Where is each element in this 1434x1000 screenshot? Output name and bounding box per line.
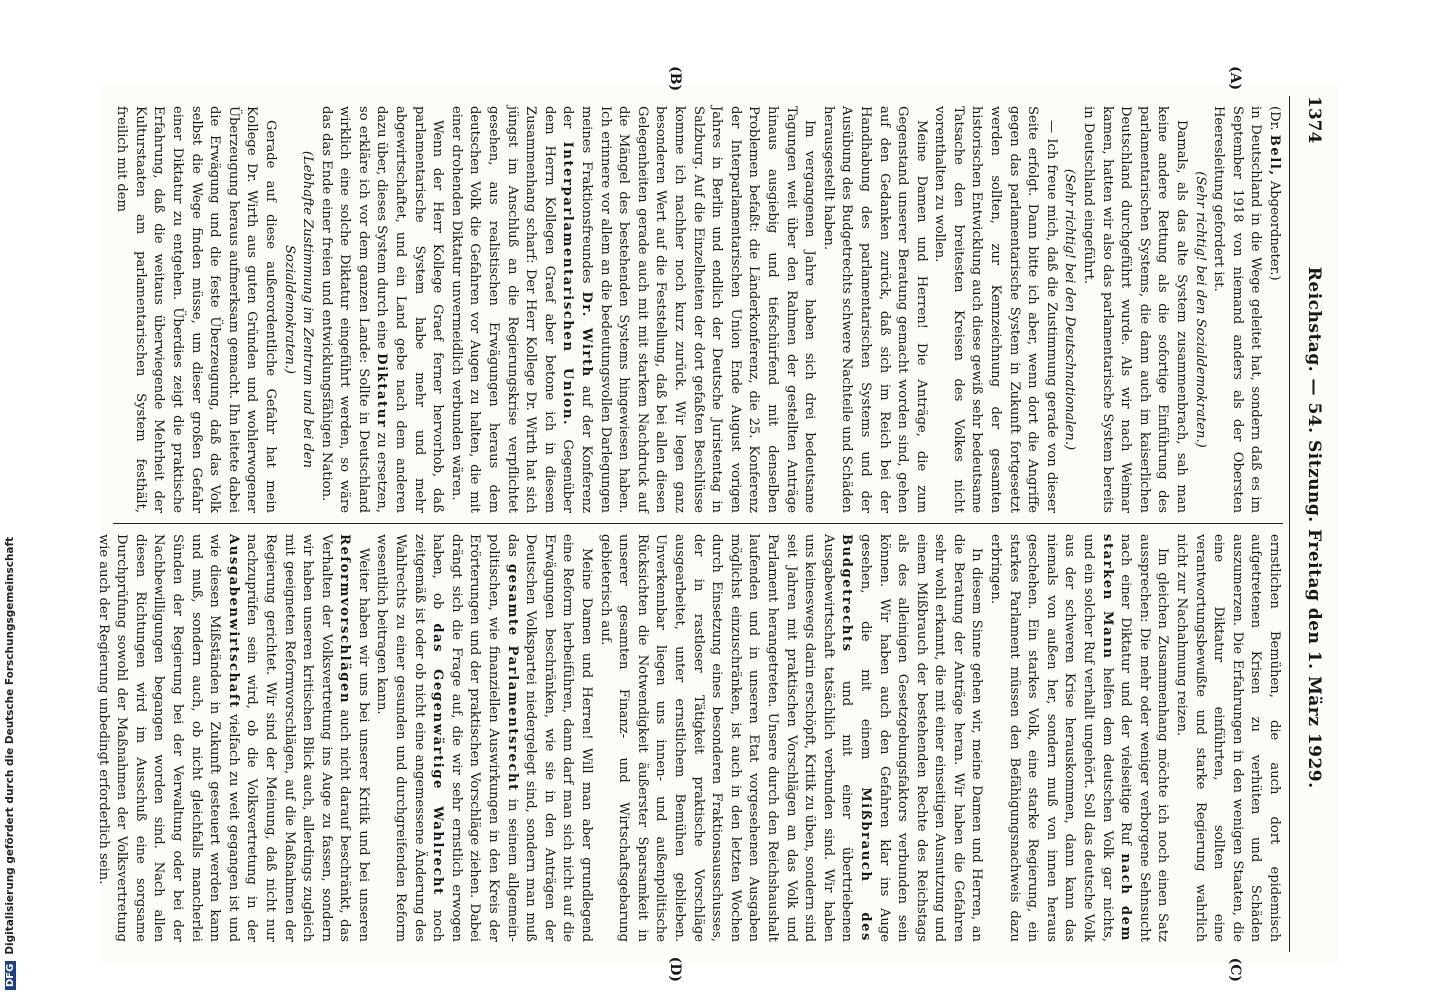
paragraph: Wenn der Herr Kollege Graef ferner hervorhob, daß parlamentarische System habe mehr und mehr abgewirtschaftet, und ein Land gebe nach dem anderen dazu über, dieses System durch eine Diktatur zu ersetzen, so erkläre ich vor dem ganzen Lande: Sollte in Deutschland wirklich eine solche Diktatur eingeführt werden, so wäre das das Ende einer freien und entwicklungsfähigen Nation. — [318, 106, 446, 514]
dfg-logo: DFG — [5, 961, 16, 990]
paragraph: Meine Damen und Herren! Will man aber grundlegend eine Reform herbeiführen, dann darf man sich nicht auf die Erwägungen beschränken, wie sie in den Anträgen der Deutschen Volkspartei niedergelegt sind, sondern man muß das gesamte Parlamentsrecht in seinem allgemein-politischen, wie finanziellen Auswirkungen in den Kreis der Erörterungen und der praktischen Vorschläge ziehen. Dabei drängt sich die Frage auf, die wir sehr ernstlich erwogen haben, ob das Gegenwärtige Wahlrecht noch zeitgemäß ist oder ob nicht eine angemessene Änderung des Wahlrechts zu einer gesunden und durchgreifenden Reform wesentlich beitragen kann. — [374, 534, 595, 942]
paragraph: In diesem Sinne gehen wir, meine Damen und Herren, an die Beratung der Anträge heran. Wir haben die Gefahren sehr wohl erkannt, die mit einer einseitigen Ausnutzung und einem Mißbrauch der bestehenden Rechte des Reichstags als des alleinigen Gesetzgebungsfaktors verbunden sein können. Wir haben auch den Gefahren klar ins Auge gesehen, die mit einem Mißbrauch des Budgetrechts und mit einer übertriebenen Ausgabewirtschaft tatsächlich verbunden sind. Wir haben uns keineswegs darin erschöpft, Kritik zu üben, sondern sind seit Jahren mit praktischen Vorschlägen an das Volk und Parlament herangetreten. Unsere durch den Reichshaushalt laufenden und in unseren Etat vorgesehenen Ausgaben möglichst einzuschränken, ist auch in den letzten Wochen durch Einsetzung eines besonderen Fraktionsausschusses, der in rastloser Tätigkeit praktische Vorschläge ausgearbeitet, unter ernstlichem Bemühen geblieben. Unverkennbar liegen uns innen- und außenpolitische Rücksichten die Notwendigkeit äußerster Sparsamkeit in unserer gesamten Finanz- und Wirtschaftsgebarung gebieterisch auf. — [597, 534, 985, 942]
speaker-line: (Dr. Bell, Abgeordneter.) — [1267, 106, 1282, 281]
page-title: Reichstag. — 54. Sitzung. Freitag den 1. März 1929. — [1304, 266, 1324, 789]
text-columns — [95, 66, 1283, 982]
left-column — [113, 96, 1283, 524]
paragraph: Damals, als das alte System zusammenbrach, sah man keine andere Rettung als die sofortige Einführung des parlamentarischen Systems, die dann auch im kaiserlichen Deutschland durchgeführt wurde. Als wir nach Weimar kamen, hatten wir also das parlamentarische System bereits in Deutschland eingeführt. — [1081, 106, 1190, 513]
interjection: (Lebhafte Zustimmung im Zentrum und bei den Sozialdemokraten.) — [281, 150, 316, 469]
credit-text: Digitalisierung gefördert durch die Deutsche Forschungsgemeinschaft — [4, 536, 16, 955]
paragraph: ernstlichen Bemühen, die auch dort epidemisch aufgetretenen Krisen zu verhüten und Schäden auszumerzen. Die Erfahrungen in den wenigen Staaten, die eine Diktatur einführten, sollten eine verantwortungsbewußte und starke Regierung wahrlich nicht zur Nachahmung reizen. — [1174, 534, 1282, 942]
digitization-credit — [0, 0, 20, 1000]
paragraph: Im vergangenen Jahre haben sich drei bedeutsame Tagungen weit über den Rahmen der gestellten Anträge hinaus ausgiebig und tiefschürfend mit denselben Problemen befaßt: die Länderkonferenz, die 25. Konferenz der Interparlamentarischen Union Ende August vorigen Jahres in Berlin und endlich der Deutsche Juristentag in Salzburg. Auf die Einzelheiten der dort gefaßten Beschlüsse komme ich nachher noch kurz zurück. Wir legen ganz besonderen Wert auf die Feststellung, daß bei allen diesen Gelegenheiten gerade auch mit mit starkem Nachdruck auf die Mängel des bestehenden Systems hingewiesen haben. Ich erinnere vor allem an die bedeutungsvollen Darlegungen meines Fraktionsfreundes Dr. Wirth auf der Konferenz der Interparlamentarischen Union. Gegenüber dem Herrn Kollegen Graef aber betone ich in diesem Zusammenhang scharf: Der Herr Kollege Dr. Wirth hat sich jüngst im Anschluß an die Regierungskrise verpflichtet gesehen, aus realistischen Erwägungen heraus dem deutschen Volk die Gefahren vor Augen zu halten, die mit einer drohenden Diktatur unvermeidlich verbunden wären. — [448, 106, 818, 514]
interjection: (Sehr richtig! bei den Deutschnationalen.) — [1062, 168, 1078, 451]
paragraph: — Ich freue mich, daß die Zustimmung gerade von dieser Seite erfolgt. Dann bitte ich aber, wenn dort die Angriffe gegen das parlamentarische System in Zukunft fortgesetzt werden sollten, zur Kennzeichnung der gesamten historischen Entwicklung auch diese gewiß sehr bedeutsame Tatsache den breitesten Kreisen des Volkes nicht vorenthalten zu wollen. — [932, 106, 1059, 513]
paragraph: Im gleichen Zusammenhang möchte ich noch einen Satz aussprechen: Die mehr oder weniger verborgene Sehnsucht nach einer Diktatur und der vielseitige Ruf nach dem starken Mann helfen dem deutschen Volk gar nichts, und ein solcher Ruf verhallt ungehört. Soll das deutsche Volk aus der schweren Krise herauskommen, dann kann das niemals von außen her, sondern muß von innen heraus geschehen. Ein starkes Volk, eine starke Regierung, ein starkes Parlament müssen den Befähigungsnachweis dazu erbringen. — [988, 534, 1171, 943]
document-page — [95, 66, 1338, 982]
margin-marker-a: (A) — [1227, 66, 1243, 91]
interjection: (Sehr richtig! bei den Sozialdemokraten.) — [1192, 171, 1208, 448]
page-header — [1289, 96, 1324, 952]
page-number: 1374 — [1304, 96, 1324, 144]
paragraph: Gerade auf diese außerordentliche Gefahr hat mein Kollege Dr. Wirth aus guten Gründen und wohlerwogener Überzeugung heraus aufmerksam gemacht. Ihn leitete dabei die Erwägung und die feste Überzeugung, daß das Volk selbst die Wege finden müsse, um dieser großen Gefahr einer Diktatur zu entgehen. Überdies zeigt die praktische Erfahrung, daß die weitaus überwiegende Mehrheit der Kulturstaaten am parlamentarischen System festhält, freilich mit dem — [114, 106, 278, 513]
margin-marker-d: (D) — [667, 956, 683, 982]
paragraph: Meine Damen und Herren! Die Anträge, die zum Gegenstand unserer Beratung gemacht worden sind, gehen auf den Gedanken zurück, daß sich im Reich bei der Handhabung des parlamentarischen Systems und der Ausübung des Budgetrechts schwere Nachteile und Schäden herausgestellt haben. — [820, 106, 929, 513]
margin-marker-b: (B) — [667, 66, 683, 92]
paragraph: Weiter haben wir uns bei unserer Kritik und bei unseren Reformvorschlägen auch nicht darauf beschränkt, das Verhalten der Volksvertretung ins Auge zu fassen, sondern wir haben unseren kritischen Blick auch, allerdings zugleich mit geeigneten Reformvorschlägen, auf die Maßnahmen der Regierung gerichtet. Wir sind der Meinung, daß nicht nur nachzuprüfen sein wird, ob die Volksvertretung in der Ausgabenwirtschaft vielfach zu weit gegangen ist und wie diesen Mißständen in Zukunft gesteuert werden kann und muß, sondern auch, ob nicht gleichfalls mancherlei Sünden der Regierung bei der Verwaltung oder bei der Nachbewilligungen begangen worden sind. Nach allen diesen Richtungen wird im Ausschuß eine sorgsame Durchprüfung sowohl der Maßnahmen der Volksvertretung wie auch der Regierung unbedingt erforderlich sein. — [95, 534, 371, 942]
paragraph: in Deutschland in die Wege geleitet hat, sondern daß es im September 1918 von niemand anders als der Obersten Heeresleitung gefordert ist. — [1211, 106, 1264, 513]
margin-marker-c: (C) — [1227, 957, 1243, 982]
right-column — [95, 524, 1283, 952]
